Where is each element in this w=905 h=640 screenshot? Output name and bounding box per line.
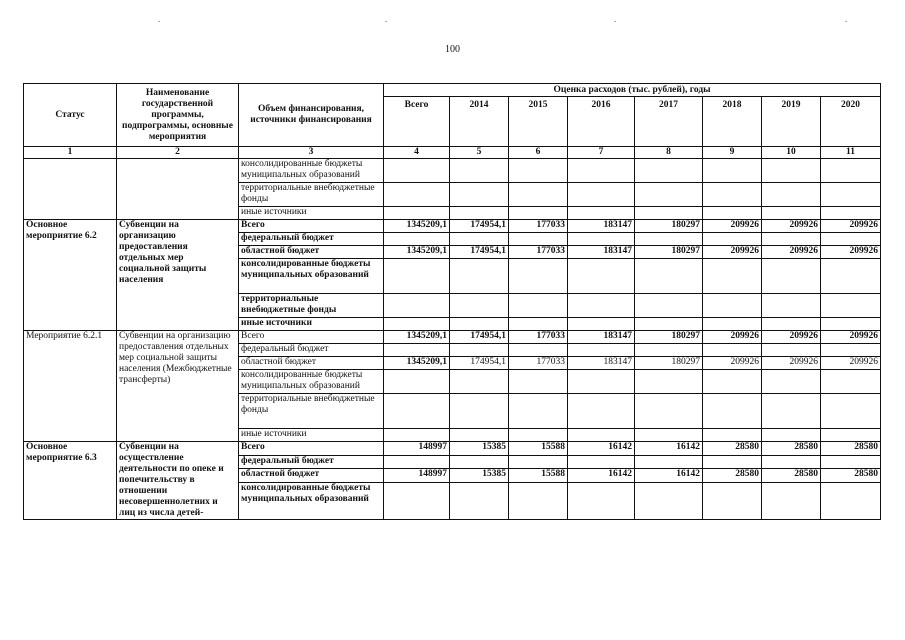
source-cell: консолидированные бюджеты муниципальных образований (239, 259, 384, 294)
col-index: 4 (384, 147, 450, 159)
value-cell: 174954,1 (450, 246, 509, 259)
col-program-header: Наименование государственной программы, подпрограммы, основные мероприятия (117, 84, 239, 147)
col-year-header: 2020 (821, 97, 881, 147)
value-cell: 1345209,1 (384, 331, 450, 344)
source-cell: федеральный бюджет (239, 344, 384, 357)
value-cell: 148997 (384, 442, 450, 456)
value-cell: 209926 (762, 357, 821, 370)
col-index: 3 (239, 147, 384, 159)
source-cell: иные источники (239, 318, 384, 331)
col-index: 6 (509, 147, 568, 159)
value-cell: 16142 (568, 442, 635, 456)
value-cell: 177033 (509, 331, 568, 344)
col-year-header: 2019 (762, 97, 821, 147)
source-cell: федеральный бюджет (239, 233, 384, 246)
value-cell: 209926 (762, 331, 821, 344)
value-cell: 28580 (762, 469, 821, 483)
source-cell: иные источники (239, 429, 384, 442)
value-cell: 148997 (384, 469, 450, 483)
status-cell: Основное мероприятие 6.2 (24, 220, 117, 331)
value-cell: 209926 (703, 246, 762, 259)
program-cell: Субвенции на организацию предоставления отдельных мер социальной защиты населения (Межбюджетные трансферты) (117, 331, 239, 442)
col-year-header: 2018 (703, 97, 762, 147)
col-index: 9 (703, 147, 762, 159)
value-cell: 177033 (509, 357, 568, 370)
value-cell: 174954,1 (450, 220, 509, 233)
col-year-header: Всего (384, 97, 450, 147)
value-cell: 177033 (509, 246, 568, 259)
value-cell: 16142 (635, 469, 703, 483)
value-cell: 15588 (509, 442, 568, 456)
value-cell: 183147 (568, 357, 635, 370)
value-cell: 209926 (821, 331, 881, 344)
col-index: 8 (635, 147, 703, 159)
estimate-header: Оценка расходов (тыс. рублей), годы (384, 84, 881, 97)
value-cell: 180297 (635, 246, 703, 259)
value-cell: 183147 (568, 246, 635, 259)
col-index: 1 (24, 147, 117, 159)
col-year-header: 2015 (509, 97, 568, 147)
value-cell: 183147 (568, 220, 635, 233)
value-cell: 209926 (762, 246, 821, 259)
source-cell: Всего (239, 442, 384, 456)
value-cell: 28580 (821, 469, 881, 483)
col-index: 5 (450, 147, 509, 159)
value-cell: 209926 (821, 220, 881, 233)
source-cell: консолидированные бюджеты муниципальных образований (239, 483, 384, 520)
value-cell: 15588 (509, 469, 568, 483)
scan-dot: . (614, 14, 617, 24)
col-year-header: 2014 (450, 97, 509, 147)
status-cell: Мероприятие 6.2.1 (24, 331, 117, 442)
source-cell: областной бюджет (239, 246, 384, 259)
value-cell: 177033 (509, 220, 568, 233)
page-number: 100 (445, 44, 460, 55)
value-cell: 15385 (450, 442, 509, 456)
status-cell: Основное мероприятие 6.3 (24, 442, 117, 520)
source-cell: федеральный бюджет (239, 455, 384, 469)
table-row (24, 442, 881, 456)
value-cell: 1345209,1 (384, 220, 450, 233)
source-cell: консолидированные бюджеты муниципальных образований (239, 159, 384, 183)
col-index: 7 (568, 147, 635, 159)
value-cell: 209926 (703, 331, 762, 344)
source-cell: областной бюджет (239, 469, 384, 483)
value-cell: 209926 (821, 246, 881, 259)
value-cell: 28580 (703, 442, 762, 456)
value-cell: 174954,1 (450, 331, 509, 344)
value-cell: 209926 (821, 357, 881, 370)
table-row (24, 220, 881, 233)
status-cell (24, 159, 117, 220)
col-index: 2 (117, 147, 239, 159)
value-cell: 28580 (703, 469, 762, 483)
source-cell: иные источники (239, 207, 384, 220)
scan-dot: . (845, 14, 848, 24)
col-index: 11 (821, 147, 881, 159)
value-cell: 15385 (450, 469, 509, 483)
source-cell: территориальные внебюджетные фонды (239, 294, 384, 318)
value-cell: 209926 (703, 357, 762, 370)
program-cell: Субвенции на организацию предоставления отдельных мер социальной защиты населения (117, 220, 239, 331)
value-cell: 28580 (762, 442, 821, 456)
col-index: 10 (762, 147, 821, 159)
value-cell: 180297 (635, 331, 703, 344)
value-cell: 28580 (821, 442, 881, 456)
financing-table (23, 83, 881, 520)
value-cell: 209926 (762, 220, 821, 233)
table-row (24, 159, 881, 183)
value-cell: 183147 (568, 331, 635, 344)
source-cell: областной бюджет (239, 357, 384, 370)
col-funding-header: Объем финансирования, источники финансирования (239, 84, 384, 147)
table-row (24, 331, 881, 344)
source-cell: Всего (239, 220, 384, 233)
program-cell (117, 159, 239, 220)
value-cell: 180297 (635, 357, 703, 370)
value-cell: 16142 (635, 442, 703, 456)
value-cell: 1345209,1 (384, 357, 450, 370)
source-cell: консолидированные бюджеты муниципальных образований (239, 370, 384, 394)
col-status-header: Статус (24, 84, 117, 147)
col-year-header: 2017 (635, 97, 703, 147)
source-cell: территориальные внебюджетные фонды (239, 183, 384, 207)
source-cell: территориальные внебюджетные фонды (239, 394, 384, 429)
value-cell: 174954,1 (450, 357, 509, 370)
program-cell: Субвенции на осуществление деятельности по опеке и попечительству в отношении несовершеннолетних и лиц из числа детей- (117, 442, 239, 520)
value-cell: 1345209,1 (384, 246, 450, 259)
col-year-header: 2016 (568, 97, 635, 147)
scan-dot: . (385, 14, 388, 24)
source-cell: Всего (239, 331, 384, 344)
scan-dot: . (158, 14, 161, 24)
value-cell: 16142 (568, 469, 635, 483)
value-cell: 180297 (635, 220, 703, 233)
value-cell: 209926 (703, 220, 762, 233)
